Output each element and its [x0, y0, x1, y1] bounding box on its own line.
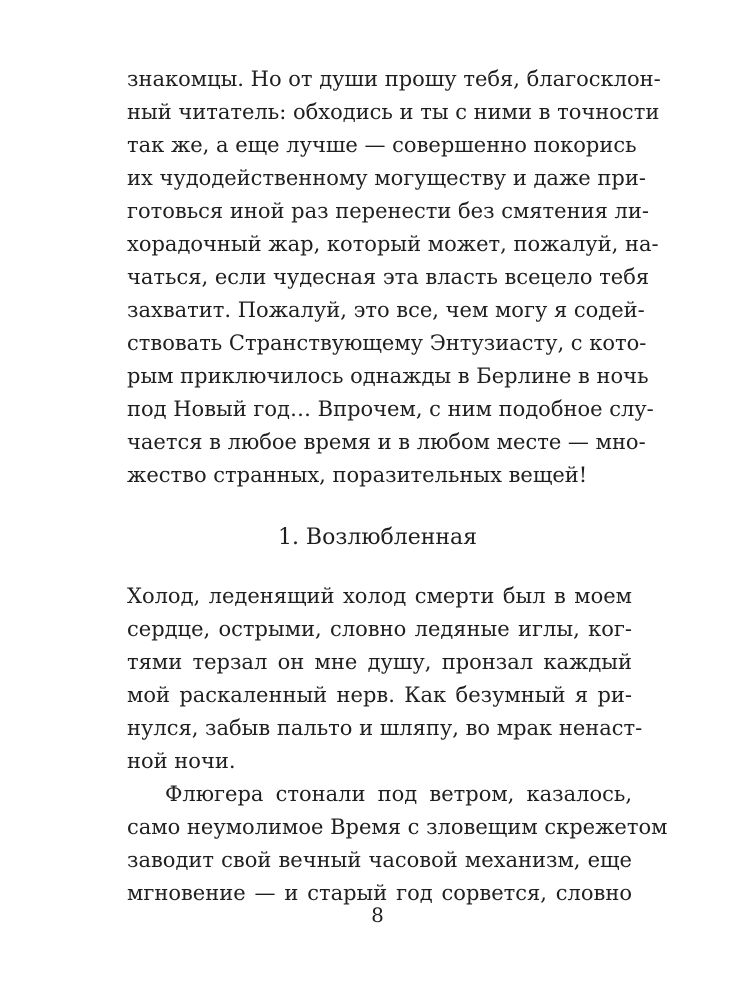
- text-line: жество странных, поразительных вещей!: [127, 463, 588, 487]
- intro-paragraph: [127, 63, 661, 492]
- chapter-body: [127, 580, 668, 910]
- text-line: чаться, если чудесная эта власть всецело тебя: [127, 265, 650, 289]
- text-line: сердце, острыми, словно ледяные иглы, ког-: [127, 617, 632, 641]
- text-line: мгновение — и старый год сорвется, словно: [127, 881, 632, 905]
- text-line: нулся, забыв пальто и шляпу, во мрак ненаст-: [127, 716, 643, 740]
- text-line: хорадочный жар, который может, пожалуй, на-: [127, 232, 659, 256]
- text-line: ной ночи.: [127, 749, 236, 773]
- text-line: Холод, леденящий холод смерти был в моем: [127, 584, 632, 608]
- text-line: мой раскаленный нерв. Как безумный я ри-: [127, 683, 632, 707]
- text-line: готовься иной раз перенести без смятения ли-: [127, 199, 649, 223]
- text-line: рым приключилось однажды в Берлине в ночь: [127, 364, 649, 388]
- text-line: ствовать Странствующему Энтузиасту, с кото-: [127, 331, 647, 355]
- chapter-heading: 1. Возлюбленная: [277, 525, 478, 550]
- text-line: так же, а еще лучше — совершенно покорись: [127, 133, 637, 157]
- text-line: под Новый год… Впрочем, с ним подобное слу-: [127, 397, 654, 421]
- text-line: знакомцы. Но от души прошу тебя, благосклон-: [127, 67, 661, 91]
- text-line: Флюгера стонали под ветром, казалось,: [165, 782, 632, 806]
- text-line: ный читатель: обходись и ты с ними в точности: [127, 100, 660, 124]
- text-line: само неумолимое Время с зловещим скрежетом: [127, 815, 668, 839]
- page-number: 8: [371, 903, 384, 927]
- text-line: чается в любое время и в любом месте — мно-: [127, 430, 646, 454]
- text-line: тями терзал он мне душу, пронзал каждый: [127, 650, 632, 674]
- text-line: их чудодейственному могуществу и даже при-: [127, 166, 646, 190]
- text-line: захватит. Пожалуй, это все, чем могу я содей-: [127, 298, 645, 322]
- text-line: заводит свой вечный часовой механизм, еще: [127, 848, 632, 872]
